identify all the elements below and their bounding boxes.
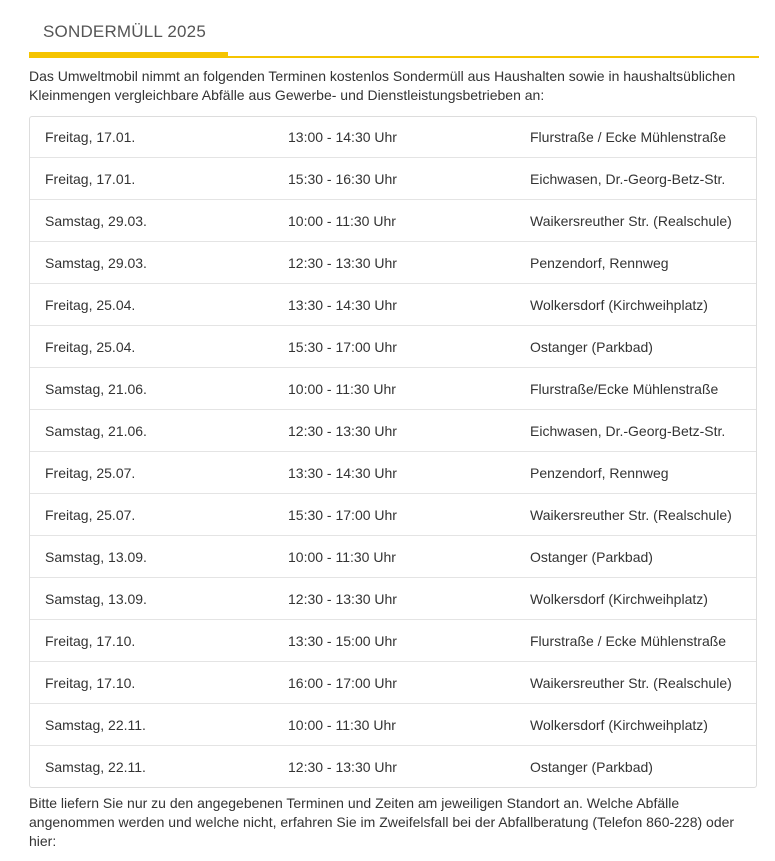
- time-cell: 10:00 - 11:30 Uhr: [288, 212, 396, 229]
- table-row: [30, 661, 756, 703]
- date-cell: Samstag, 22.11.: [45, 716, 146, 733]
- time-cell: 13:30 - 15:00 Uhr: [288, 632, 397, 649]
- location-cell: Waikersreuther Str. (Realschule): [530, 506, 732, 523]
- date-cell: Freitag, 17.01.: [45, 129, 136, 145]
- time-cell: 15:30 - 16:30 Uhr: [288, 170, 397, 187]
- time-cell: 12:30 - 13:30 Uhr: [288, 590, 397, 607]
- date-cell: Freitag, 25.04.: [45, 338, 136, 355]
- tab-sondermuell-2025[interactable]: [29, 0, 228, 56]
- outro-text: Bitte liefern Sie nur zu den angegebenen Terminen und Zeiten am jeweiligen Standort an. Welche Abfälle angenommen werden und welche nicht, erfahren Sie im Zweifelsfall bei der Abfallberatung (Telefon 860-228) oder hier:: [29, 795, 735, 849]
- table-row: [30, 577, 756, 619]
- location-cell: Waikersreuther Str. (Realschule): [530, 212, 732, 229]
- location-cell: Flurstraße / Ecke Mühlenstraße: [530, 129, 727, 145]
- time-cell: 13:00 - 14:30 Uhr: [288, 129, 397, 145]
- time-cell: 12:30 - 13:30 Uhr: [288, 254, 397, 271]
- table-row: [30, 535, 756, 577]
- table-row: [30, 367, 756, 409]
- table-row: [30, 493, 756, 535]
- time-cell: 13:30 - 14:30 Uhr: [288, 296, 397, 313]
- location-cell: Ostanger (Parkbad): [530, 548, 653, 565]
- time-cell: 12:30 - 13:30 Uhr: [288, 758, 397, 775]
- date-cell: Freitag, 25.07.: [45, 506, 136, 523]
- time-cell: 15:30 - 17:00 Uhr: [288, 338, 397, 355]
- location-cell: Penzendorf, Rennweg: [530, 254, 669, 271]
- location-cell: Ostanger (Parkbad): [530, 758, 653, 775]
- location-cell: Eichwasen, Dr.-Georg-Betz-Str.: [530, 170, 726, 187]
- time-cell: 15:30 - 17:00 Uhr: [288, 506, 397, 523]
- table-row: [30, 703, 756, 745]
- time-cell: 10:00 - 11:30 Uhr: [288, 548, 396, 565]
- location-cell: Wolkersdorf (Kirchweihplatz): [530, 716, 708, 733]
- date-cell: Samstag, 22.11.: [45, 758, 146, 775]
- location-cell: Eichwasen, Dr.-Georg-Betz-Str.: [530, 422, 726, 439]
- table-row: [30, 157, 756, 199]
- table-row: [30, 619, 756, 661]
- tab-title: SONDERMÜLL 2025: [43, 22, 206, 41]
- location-cell: Flurstraße/Ecke Mühlenstraße: [530, 380, 719, 397]
- section-tabbar: [29, 0, 759, 58]
- table-row: [30, 241, 756, 283]
- date-cell: Freitag, 25.07.: [45, 464, 136, 481]
- location-cell: Flurstraße / Ecke Mühlenstraße: [530, 632, 727, 649]
- location-cell: Ostanger (Parkbad): [530, 338, 653, 355]
- time-cell: 10:00 - 11:30 Uhr: [288, 716, 396, 733]
- date-cell: Freitag, 17.10.: [45, 674, 136, 691]
- table-row: [30, 409, 756, 451]
- date-cell: Samstag, 21.06.: [45, 422, 147, 439]
- table-row: [30, 117, 756, 157]
- date-cell: Freitag, 25.04.: [45, 296, 136, 313]
- time-cell: 10:00 - 11:30 Uhr: [288, 380, 396, 397]
- date-cell: Samstag, 21.06.: [45, 380, 147, 397]
- intro-text: Das Umweltmobil nimmt an folgenden Terminen kostenlos Sondermüll aus Haushalten sowie in haushaltsüblichen Kleinmengen vergleichbare Abfälle aus Gewerbe- und Dienstleistungsbetrieben an:: [29, 68, 736, 103]
- time-cell: 13:30 - 14:30 Uhr: [288, 464, 397, 481]
- table-row: [30, 283, 756, 325]
- location-cell: Wolkersdorf (Kirchweihplatz): [530, 296, 708, 313]
- location-cell: Waikersreuther Str. (Realschule): [530, 674, 732, 691]
- date-cell: Freitag, 17.10.: [45, 632, 136, 649]
- date-cell: Samstag, 29.03.: [45, 212, 147, 229]
- table-row: [30, 451, 756, 493]
- date-cell: Samstag, 13.09.: [45, 590, 147, 607]
- date-cell: Samstag, 29.03.: [45, 254, 147, 271]
- schedule-table: [29, 116, 757, 788]
- location-cell: Penzendorf, Rennweg: [530, 464, 669, 481]
- date-cell: Samstag, 13.09.: [45, 548, 147, 565]
- table-row: [30, 745, 756, 787]
- location-cell: Wolkersdorf (Kirchweihplatz): [530, 590, 708, 607]
- time-cell: 12:30 - 13:30 Uhr: [288, 422, 397, 439]
- date-cell: Freitag, 17.01.: [45, 170, 136, 187]
- table-row: [30, 325, 756, 367]
- time-cell: 16:00 - 17:00 Uhr: [288, 674, 397, 691]
- table-row: [30, 199, 756, 241]
